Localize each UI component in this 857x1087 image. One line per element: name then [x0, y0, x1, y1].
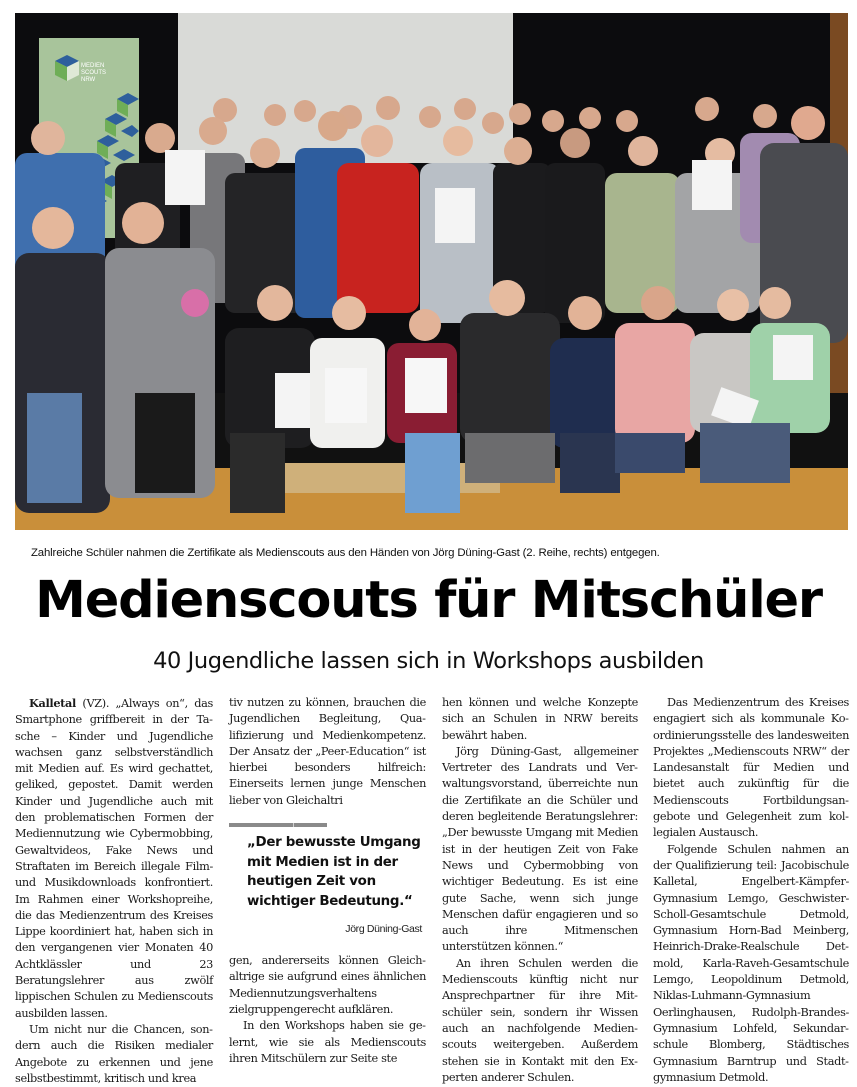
- column-4-paragraph-2: Folgende Schulen nahmen an der Qualifizierung teil: Jacobischule Kalletal, Engelbert-Kämpfer-Gymnasium Lemgo, Geschwister-Scholl-Gesamtschule Detmold, Gymnasium Horn-Bad Meinberg, Heinrich-Drake-Realschule Detmold, Karla-Raveh-Gesamtschule Lemgo, Leopoldinum Detmold, Niklas-Luhmann-Gymnasium Oerlinghausen, Rudolph-Brandes-Gymnasium Lohfeld, Sekundarschule Blomberg, Städtisches Gymnasium Barntrup und Stadtgymnasium Detmold.: [653, 842, 849, 1084]
- group-photo-scene: [15, 13, 848, 530]
- pull-quote-author: Jörg Düning-Gast: [345, 923, 422, 936]
- column-3-paragraph-3: An ihren Schulen werden die Medienscouts künftig nicht nur Ansprechpartner für ihre Mitschüler sein, sondern ihr Wissen auch an nachfolgende Medienscouts weitergeben. Außerdem stehen sie in Kontakt mit den Experten anderer Schulen.: [442, 956, 638, 1084]
- column-4-paragraph-1: Das Medienzentrum des Kreises engagiert sich als kommunale Koordinierungsstelle des landesweiten Projektes „Medienscouts NRW“ der Landesanstalt für Medien und bietet auch zukünftig für die Medienscouts Fortbildungsangebote und Gelegenheit zum kollegialen Austausch.: [653, 696, 849, 840]
- banner-line-3: NRW: [81, 77, 96, 83]
- article-column-1: [15, 695, 213, 1087]
- column-2-paragraph-2: In den Workshops haben sie gelernt, wie sie als Medienscouts ihren Mitschülern zur Seite ste: [229, 1019, 426, 1065]
- subheadline: 40 Jugendliche lassen sich in Workshops ausbilden: [153, 648, 704, 674]
- column-1-paragraph-1-text: (VZ). „Always on“, das Smartphone griffbereit in der Tasche – Kinder und Jugendliche wachsen ganz selbstverständlich mit Medien auf. Es wird gechattet, geliked, gepostet. Damit werden Kinder und Jugendliche auch mit den problematischen Formen der Mediennutzung wie Cybermobbing, Gewaltvideos, Fake News und Straftaten im Bereich illegale Film- und Musikdownloads konfrontiert. Im Rahmen einer Workshopreihe, die das Medienzentrum des Kreises Lippe koordiniert hat, haben sich in den vergangenen vier Monaten 40 Achtklässler und 23 Beratungslehrer aus zwölf lippischen Schulen zu Medienscouts ausbilden lassen.: [15, 697, 213, 1020]
- dateline: Kalletal: [29, 696, 76, 710]
- column-2-paragraph-1: tiv nutzen zu können, brauchen die Jugendlichen Begleitung, Qualifizierung und Medienkompetenz. Der Ansatz der „Peer-Education“ ist hierbei besonders hilfreich: Einerseits lernen junge Menschen lieber von Gleichaltri: [229, 696, 426, 807]
- pull-quote: [229, 823, 426, 941]
- pull-quote-text: „Der bewusste Umgang mit Medien ist in der heutigen Zeit von wichtiger Bedeutung.“: [247, 835, 421, 909]
- photo-caption: Zahlreiche Schüler nahmen die Zertifikate als Medienscouts aus den Händen von Jörg Düning-Gast (2. Reihe, rechts) entgegen.: [31, 547, 660, 559]
- column-3-paragraph-1: hen können und welche Konzepte sich an Schulen in NRW bereits bewährt haben.: [442, 696, 638, 742]
- column-1-paragraph-2: Um nicht nur die Chancen, sondern auch die Risiken medialer Angebote zu erkennen und jene selbstbestimmt, kritisch und krea: [15, 1022, 213, 1085]
- banner-line-1: MEDIEN: [81, 63, 105, 69]
- banner-line-2: SCOUTS: [81, 70, 107, 76]
- headline: Medienscouts für Mitschüler: [35, 571, 822, 630]
- article-column-2: [229, 695, 426, 1067]
- column-3-paragraph-2: Jörg Düning-Gast, allgemeiner Vertreter des Landrats und Verwaltungsvorstand, überreichte nun die Zertifikate an die Schüler und deren begleitende Beratungslehrer: „Der bewusste Umgang mit Medien ist in der heutigen Zeit von Fake News und Cybermobbing von wichtiger Bedeutung. Es ist eine gute Sache, wenn sich junge Menschen dafür engagieren und so auch ihre Mitmenschen unterstützen können.“: [442, 744, 638, 954]
- pull-quote-rule: [229, 823, 327, 827]
- article-column-4: [653, 695, 849, 1086]
- group-photo: [15, 13, 848, 530]
- column-2-paragraph-1-continued: gen, andererseits können Gleichaltrige sie aufgrund eines ähnlichen Mediennutzungsverhaltens zielgruppengerecht aufklären.: [229, 954, 426, 1016]
- article-column-3: [442, 695, 638, 1086]
- column-1-paragraph-1: [15, 695, 213, 1022]
